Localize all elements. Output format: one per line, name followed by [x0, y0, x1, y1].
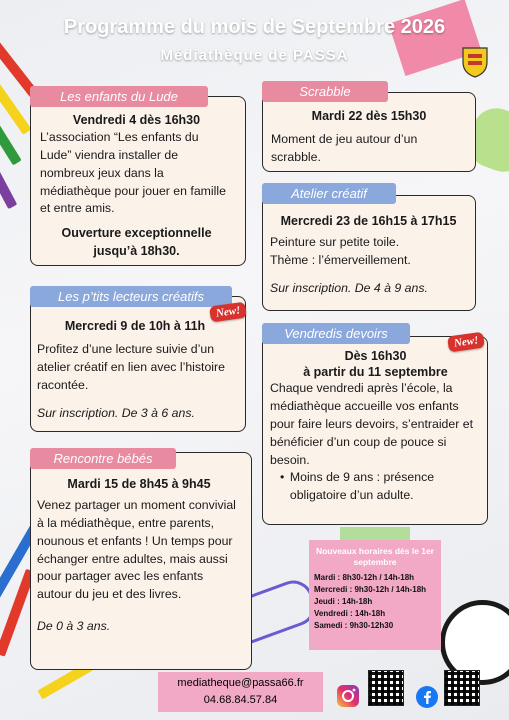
event-description: Profitez d’une lecture suivie d’un atelier créatif en lien avec l’histoire racontée.	[37, 342, 225, 392]
event-note: De 0 à 3 ans.	[37, 619, 111, 634]
hours-row: Mercredi : 9h30-12h / 14h-18h	[314, 585, 427, 595]
event-bullet	[270, 469, 481, 505]
event-description: L’association “Les enfants du Lude” viendra installer de nombreux jeux dans la médiathèque pour jouer en famille et entre amis.	[40, 130, 226, 216]
event-tag-enfants-du-lude: Les enfants du Lude	[30, 86, 208, 107]
event-date: Mercredi 9 de 10h à 11h	[64, 319, 206, 333]
instagram-qr-code	[368, 670, 404, 706]
event-tag-vendredis-devoirs: Vendredis devoirs	[262, 323, 410, 344]
facebook-qr-code	[444, 670, 480, 706]
event-card-atelier-creatif	[262, 195, 476, 311]
event-description: Moment de jeu autour d’un scrabble.	[271, 132, 418, 164]
new-badge: New!	[447, 332, 485, 353]
hours-row: Jeudi : 14h-18h	[314, 597, 373, 607]
event-card-rencontre-bebes	[30, 452, 252, 670]
hours-title: Nouveaux horaires dès le 1er septembre	[315, 546, 435, 568]
contact-email[interactable]: mediatheque@passa66.fr	[177, 677, 304, 689]
event-date: Mercredi 23 de 16h15 à 17h15	[280, 214, 457, 228]
event-description: Chaque vendredi après l’école, la médiathèque accueille vos enfants pour faire leurs devoirs, s’entraider et bénéficier d’un coup de pouce si besoin.	[270, 381, 473, 467]
event-date: Mardi 22 dès 15h30	[311, 109, 427, 123]
bullet-marker: •	[280, 470, 285, 485]
event-date: Vendredi 4 dès 16h30	[72, 113, 201, 127]
opening-hours-note	[309, 540, 441, 650]
instagram-icon[interactable]	[336, 684, 360, 708]
event-tag-ptits-lecteurs: Les p’tits lecteurs créatifs	[30, 286, 232, 307]
event-bullet-text: Moins de 9 ans : présence obligatoire d’un adulte.	[289, 470, 435, 503]
event-card-scrabble	[262, 92, 476, 172]
new-badge: New!	[209, 302, 247, 323]
contact-box	[158, 672, 323, 712]
event-extra: Ouverture exceptionnelle jusqu’à 18h30.	[61, 226, 212, 259]
event-description: Peinture sur petite toile.	[270, 235, 400, 250]
event-tag-atelier-creatif: Atelier créatif	[262, 183, 396, 204]
event-tag-rencontre-bebes: Rencontre bébés	[30, 448, 176, 469]
hours-row: Samedi : 9h30-12h30	[314, 621, 394, 631]
event-note: Sur inscription. De 4 à 9 ans.	[270, 280, 428, 295]
town-logo	[460, 42, 490, 78]
event-card-enfants-du-lude	[30, 96, 246, 266]
contact-phone[interactable]: 04.68.84.57.84	[203, 694, 278, 706]
event-description: Venez partager un moment convivial à la médiathèque, entre parents, nounous et enfants ! Un temps pour échanger entre adultes, mais aussi pour partager avec les enfants autour du jeu et des livres.	[37, 498, 236, 602]
event-date: Mardi 15 de 8h45 à 9h45	[67, 477, 211, 491]
facebook-icon[interactable]	[416, 686, 438, 708]
event-note: Sur inscription. De 3 à 6 ans.	[37, 405, 195, 420]
event-tag-scrabble: Scrabble	[262, 81, 388, 102]
tape-strip	[340, 527, 410, 541]
page-subtitle: Médiathèque de PASSA	[160, 47, 349, 64]
hours-row: Vendredi : 14h-18h	[314, 609, 386, 619]
event-date: Dès 16h30	[344, 349, 407, 363]
event-date-2: à partir du 11 septembre	[303, 364, 448, 379]
page-title: Programme du mois de Septembre 2026	[63, 16, 446, 38]
hours-row: Mardi : 8h30-12h / 14h-18h	[314, 573, 415, 583]
event-description-2: Thème : l’émerveillement.	[270, 252, 411, 267]
event-card-vendredis-devoirs	[262, 336, 488, 525]
